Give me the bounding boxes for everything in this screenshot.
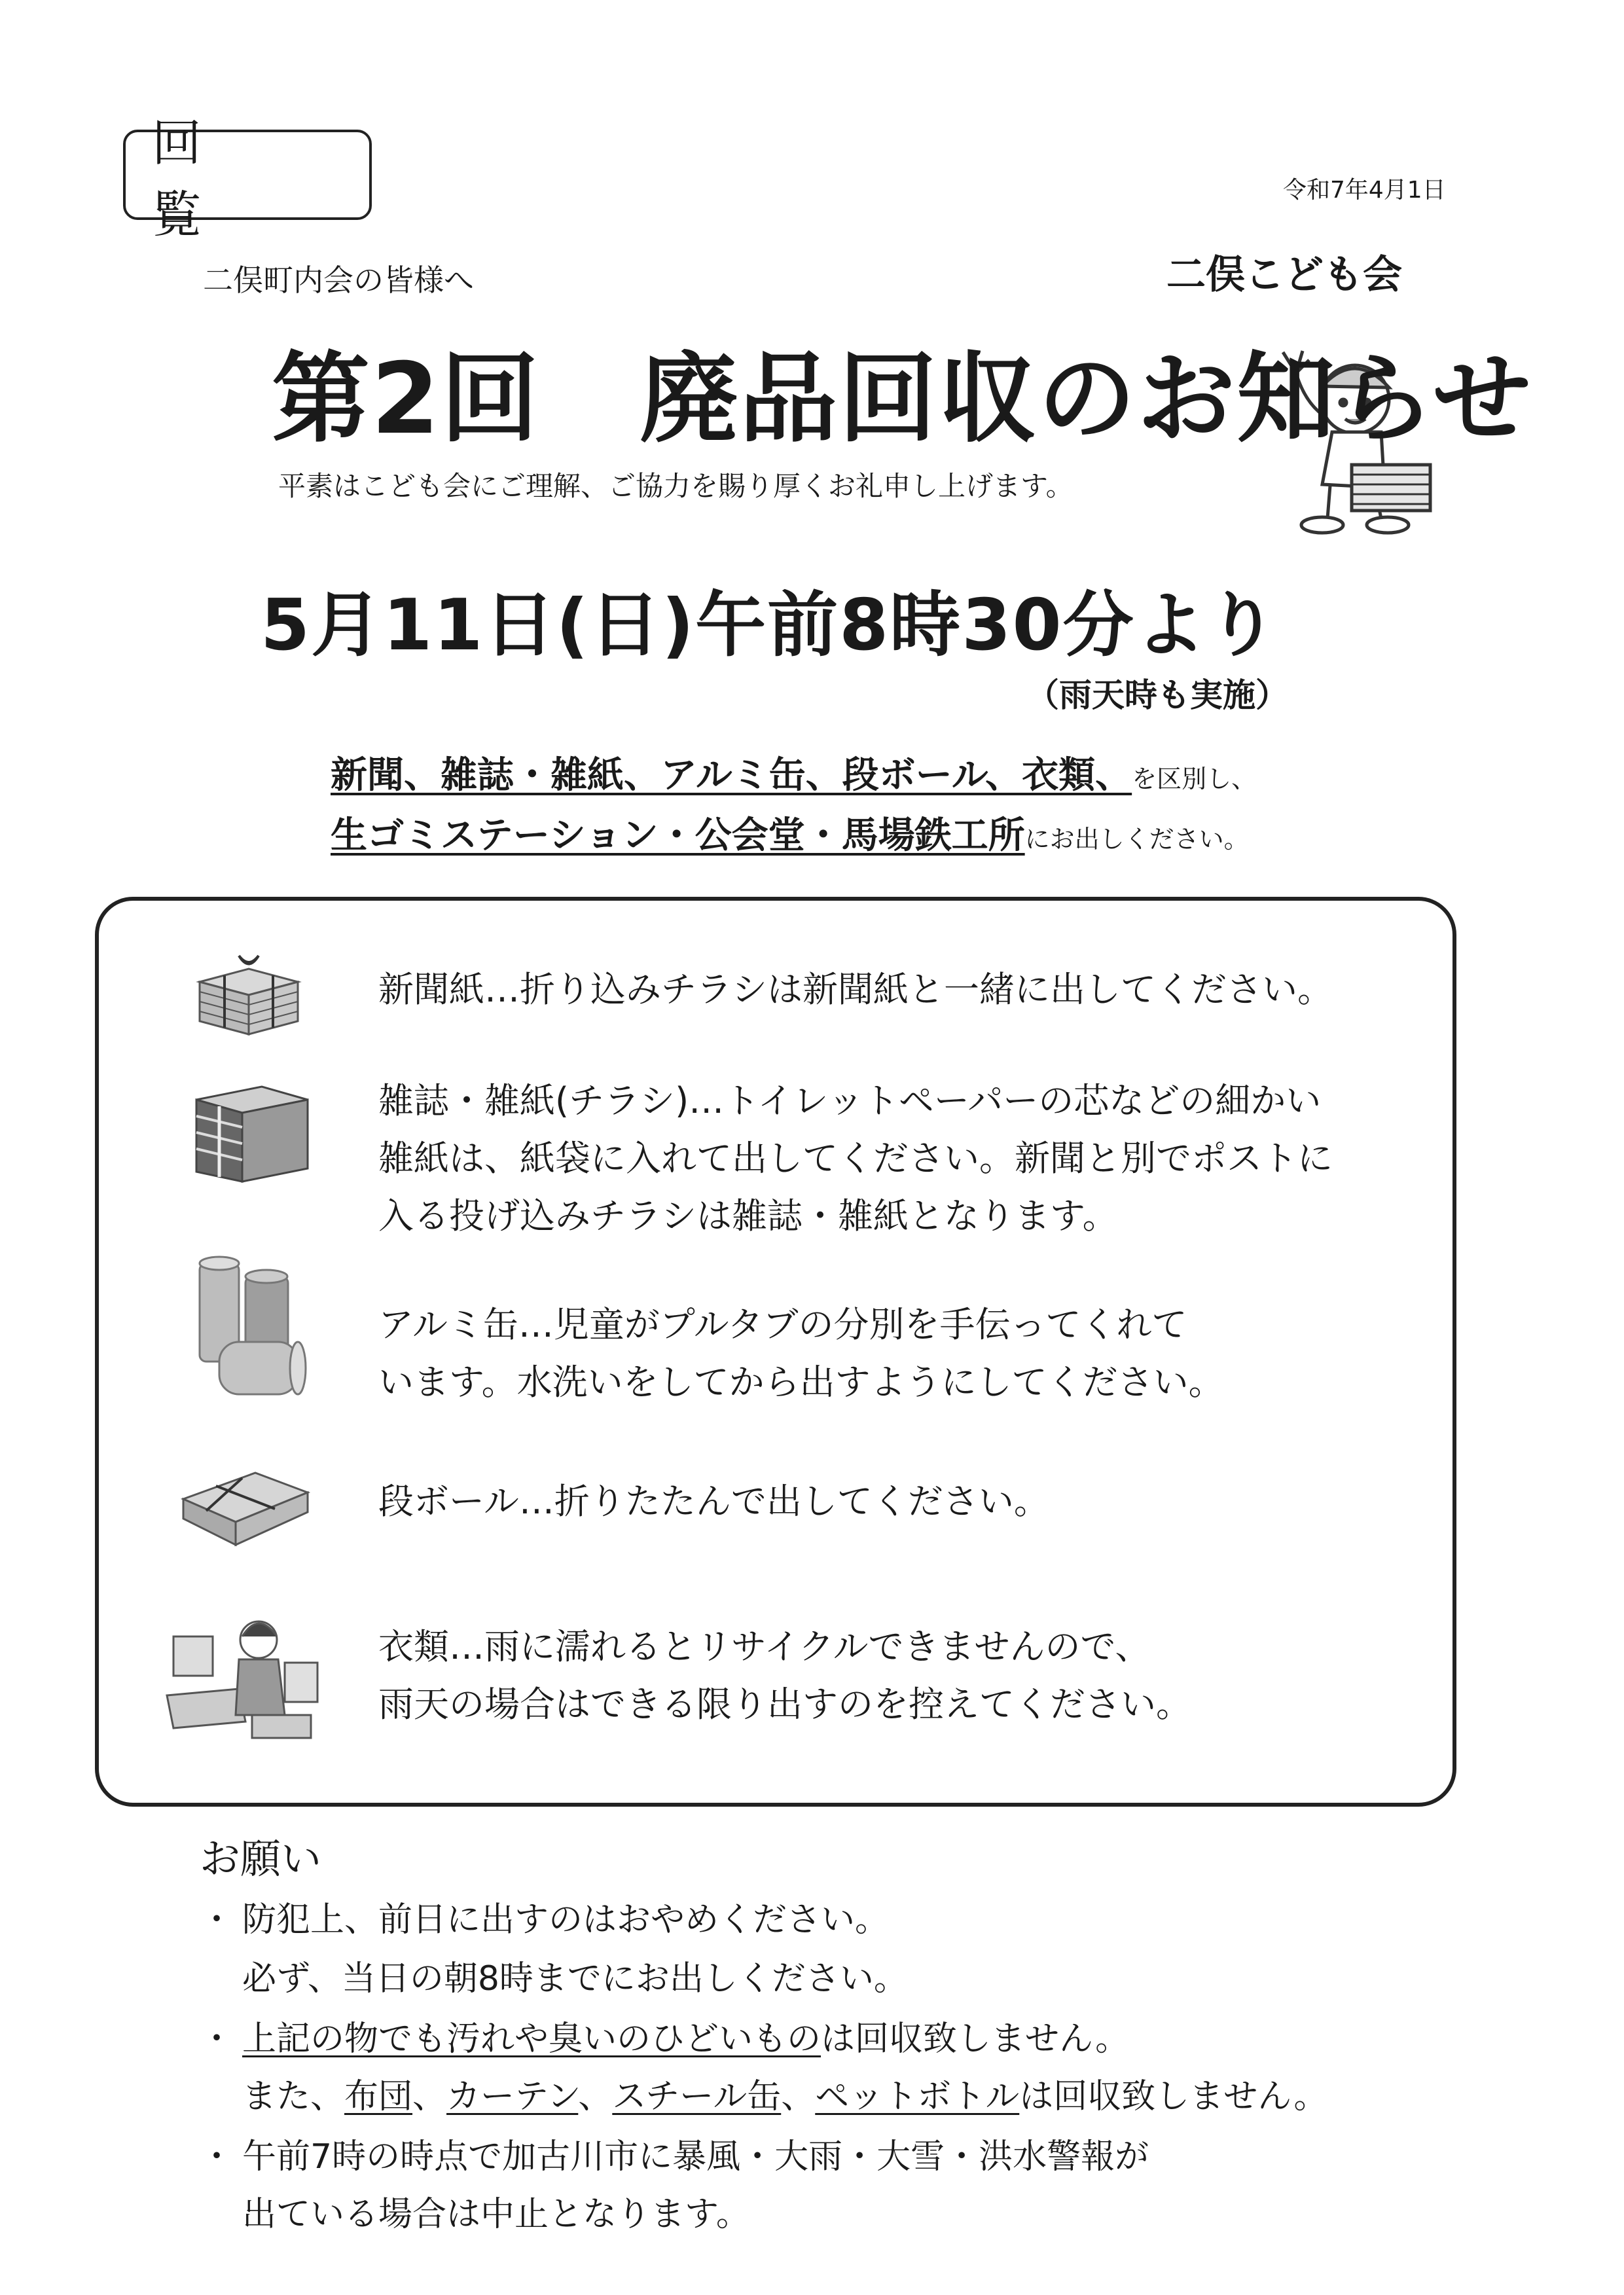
request-1-line2: 必ず、当日の朝8時までにお出しください。 <box>242 1959 908 1998</box>
request-2-underlined: 上記の物でも汚れや臭いのひどいもの <box>242 2019 821 2059</box>
newspaper-bundle-icon <box>193 943 304 1041</box>
organization-name: 二俣こども会 <box>1166 252 1402 298</box>
circular-notice-label: 回 覧 <box>152 114 241 244</box>
requests-heading: お願い <box>200 1835 322 1883</box>
sep-2: 、 <box>578 2077 613 2116</box>
cardboard-bundle-icon <box>177 1460 314 1551</box>
steel-can-label: スチール缶 <box>612 2077 782 2116</box>
pet-bottle-label: ペットボトル <box>815 2077 1020 2116</box>
futon-label: 布団 <box>344 2077 413 2116</box>
request-2-prefix: また、 <box>242 2077 345 2116</box>
item-newspaper <box>378 961 1333 1019</box>
item-magazines-line1: 雑誌・雑紙(チラシ)…トイレットペーパーの芯などの細かい <box>378 1080 1322 1121</box>
items-suffix: を区別し、 <box>1132 765 1257 793</box>
circular-notice-box <box>123 114 372 244</box>
item-newspaper-line1: 新聞紙…折り込みチラシは新聞紙と一緒に出してください。 <box>378 969 1333 1010</box>
item-clothes-line1: 衣類…雨に濡れるとリサイクルできませんので、 <box>378 1626 1151 1667</box>
item-magazines <box>378 1072 1333 1245</box>
rain-note: （雨天時も実施） <box>1026 676 1288 714</box>
item-clothes <box>378 1618 1191 1733</box>
request-3-line2: 出ている場合は中止となります。 <box>242 2195 750 2234</box>
page-title: 第2回 廃品回収のお知らせ <box>272 342 1532 456</box>
clothes-sorting-icon <box>160 1610 324 1741</box>
request-2-line2-rest: は回収致しません。 <box>1019 2077 1328 2116</box>
addressee: 二俣町内会の皆様へ <box>203 262 474 298</box>
item-cans <box>378 1296 1224 1411</box>
places-suffix: にお出しください。 <box>1024 825 1249 854</box>
item-magazines-line3: 入る投げ込みチラシは雑誌・雑紙となります。 <box>378 1195 1118 1237</box>
item-clothes-line2: 雨天の場合はできる限り出すのを控えてください。 <box>378 1684 1191 1725</box>
collection-datetime: 5月11日(日)午前8時30分より <box>261 585 1279 666</box>
magazine-stack-icon <box>190 1080 314 1185</box>
aluminum-can-icon <box>193 1250 311 1401</box>
bullet-2: ・ <box>200 2019 234 2059</box>
items-label: 新聞、雑誌・雑紙、アルミ缶、段ボール、衣類、 <box>331 754 1132 797</box>
item-cans-line2: います。水洗いをしてから出すようにしてください。 <box>378 1362 1224 1403</box>
places-label: 生ゴミステーション・公会堂・馬場鉄工所 <box>331 814 1025 857</box>
bullet-3: ・ <box>200 2137 234 2177</box>
item-cardboard <box>378 1473 1049 1530</box>
bullet-1: ・ <box>200 1900 234 1940</box>
item-cans-line1: アルミ缶…児童がプルタブの分別を手伝ってくれて <box>378 1304 1187 1345</box>
items-instruction <box>331 746 1256 799</box>
sep-3: 、 <box>781 2077 816 2116</box>
request-2-line2 <box>242 2069 1327 2118</box>
greeting-text: 平素はこども会にご理解、ご協力を賜り厚くお礼申し上げます。 <box>278 470 1074 502</box>
issue-date: 令和7年4月1日 <box>1283 177 1446 204</box>
curtain-label: カーテン <box>446 2077 579 2116</box>
request-2-rest: は回収致しません。 <box>821 2019 1130 2059</box>
places-instruction <box>331 806 1249 859</box>
request-3-line1: 午前7時の時点で加古川市に暴風・大雨・大雪・洪水警報が <box>242 2137 1149 2177</box>
request-2-line1 <box>242 2011 1129 2060</box>
item-magazines-line2: 雑紙は、紙袋に入れて出してください。新聞と別でポストに <box>378 1138 1333 1179</box>
sep-1: 、 <box>412 2077 447 2116</box>
item-cardboard-line1: 段ボール…折りたたんで出してください。 <box>378 1481 1049 1522</box>
request-1-line1: 防犯上、前日に出すのはおやめください。 <box>242 1900 890 1940</box>
